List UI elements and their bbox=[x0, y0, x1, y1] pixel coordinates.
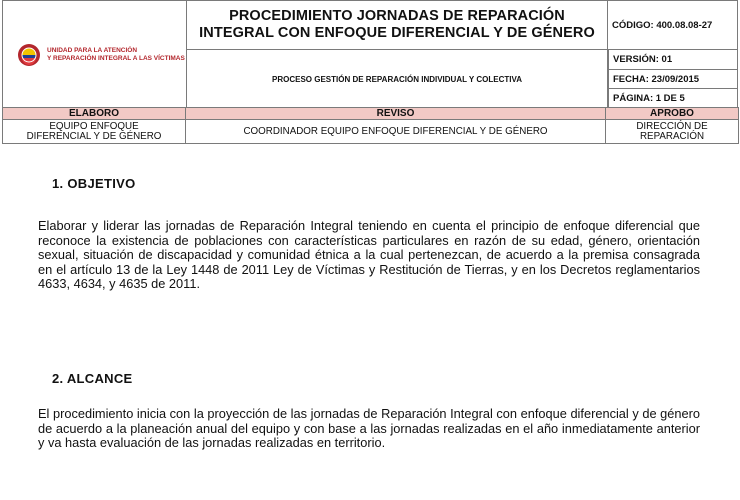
logo-cell bbox=[3, 1, 187, 110]
logo-text bbox=[47, 47, 185, 62]
meta-stack bbox=[608, 50, 738, 110]
codigo-cell: CÓDIGO: 400.08.08-27 bbox=[608, 1, 738, 50]
aprobo-line2: REPARACIÓN bbox=[639, 130, 705, 142]
section-title-alcance: 2. ALCANCE bbox=[52, 371, 133, 386]
process-name-text: PROCESO GESTIÓN DE REPARACIÓN INDIVIDUAL Y COLECTIVA bbox=[272, 74, 522, 84]
elaboro-line2: DIFERENCIAL Y DE GÉNERO bbox=[26, 130, 162, 142]
aprobo-line1: DIRECCIÓN DE bbox=[636, 120, 708, 132]
process-name bbox=[187, 50, 608, 110]
aprobo-value bbox=[606, 120, 739, 144]
fecha-cell: FECHA: 23/09/2015 bbox=[609, 70, 738, 89]
reviso-header: REVISO bbox=[186, 108, 606, 120]
elaboro-header: ELABORO bbox=[3, 108, 186, 120]
elaboro-line1: EQUIPO ENFOQUE bbox=[49, 120, 139, 132]
victims-unit-logo-icon bbox=[17, 43, 41, 67]
pagina-cell: PÁGINA: 1 DE 5 bbox=[609, 89, 738, 109]
reviso-value: COORDINADOR EQUIPO ENFOQUE DIFERENCIAL Y DE GÉNERO bbox=[186, 120, 606, 144]
elaboro-value bbox=[3, 120, 186, 144]
document-title-line2: INTEGRAL CON ENFOQUE DIFERENCIAL Y DE GÉNERO bbox=[199, 25, 595, 41]
section-text-objetivo: Elaborar y liderar las jornadas de Reparación Integral teniendo en cuenta el principio de enfoque diferencial que reconoce la existencia de poblaciones con características particulares en razón de su edad, género, orientación sexual, situación de discapacidad y comunidad étnica a la cual pertenezcan, de acuerdo a la premisa consagrada en el artículo 13 de la Ley 1448 de 2011 Ley de Víctimas y Restitución de Tierras, y en los Decretos reglamentarios 4633, 4634, y 4635 de 2011. bbox=[38, 218, 700, 292]
document-title bbox=[187, 1, 608, 50]
logo-text-line1: UNIDAD PARA LA ATENCIÓN bbox=[47, 47, 138, 55]
version-cell: VERSIÓN: 01 bbox=[609, 50, 738, 70]
approval-table bbox=[2, 107, 739, 144]
document-title-line1: PROCEDIMIENTO JORNADAS DE REPARACIÓN bbox=[229, 8, 565, 24]
document-header bbox=[2, 0, 738, 110]
section-title-objetivo: 1. OBJETIVO bbox=[52, 176, 136, 191]
logo-text-line2: Y REPARACIÓN INTEGRAL A LAS VÍCTIMAS bbox=[47, 54, 185, 62]
section-text-alcance: El procedimiento inicia con la proyección de las jornadas de Reparación Integral con enfoque diferencial y de género de acuerdo a la planeación anual del equipo y con base a las jornadas realizadas en el año inmediatamente anterior y va hasta evaluación de las jornadas realizadas en territorio. bbox=[38, 406, 700, 451]
aprobo-header: APROBO bbox=[606, 108, 739, 120]
